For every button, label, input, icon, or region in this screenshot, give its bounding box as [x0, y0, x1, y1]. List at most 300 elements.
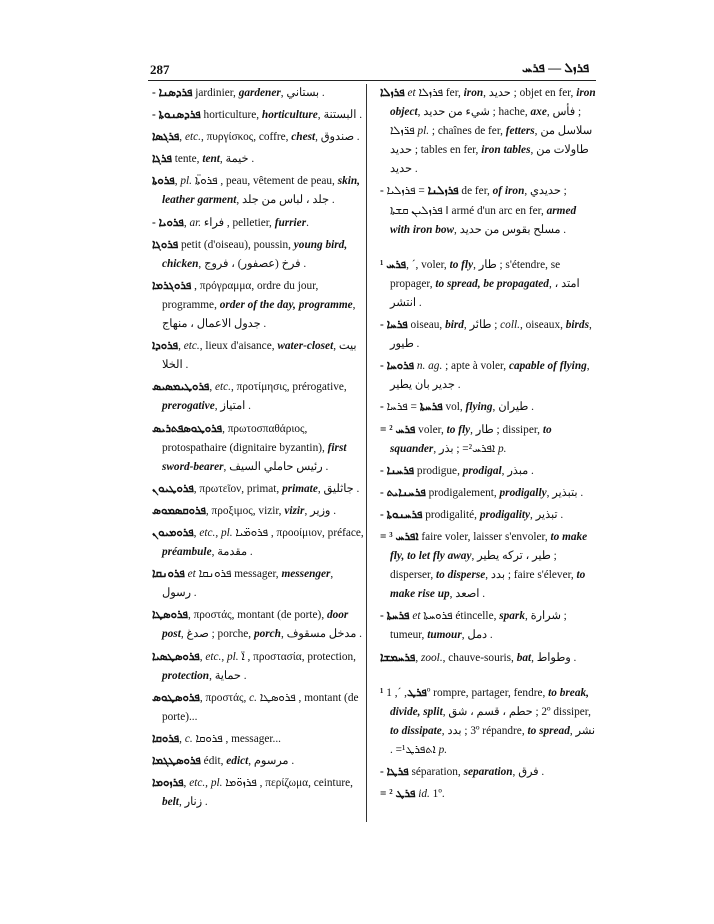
english-gloss: to fly [446, 423, 471, 436]
entry-text: . [245, 400, 251, 413]
headword: ܦܪܘܡܝܘܢ [152, 526, 194, 539]
entry-text: séparation, [408, 766, 464, 778]
entry-text: , [531, 651, 537, 664]
arabic-gloss: طيور [390, 338, 414, 351]
entry-text: , [219, 153, 226, 166]
entry-text: , [530, 144, 537, 157]
abbreviation: id. [418, 788, 430, 801]
arabic-gloss: شيء من حديد [423, 106, 490, 119]
headword: = ² ܦܪܚ [380, 423, 416, 436]
arabic-gloss: بتبذير [552, 486, 578, 499]
entry-text: , [183, 777, 190, 790]
entry-text: ܦܪܙܘ̈ܡܐ , περίζωμα, ceinture, [222, 777, 353, 790]
entry-text: ; 3º répandre, [461, 724, 528, 737]
abbreviation: ar. [189, 216, 202, 229]
entry-text: , [483, 87, 489, 99]
arabic-gloss: بستاني [286, 87, 320, 99]
entry-text: , [546, 486, 553, 499]
english-gloss: messenger [281, 568, 331, 581]
abbreviation: et [407, 87, 416, 99]
entry-text: ; hache, [489, 106, 531, 119]
entry-text: , [546, 106, 553, 119]
dictionary-entry [152, 337, 364, 375]
entry-text: ܦܪܘܚܬܐ étincelle, [420, 610, 500, 623]
english-gloss: door post [162, 609, 349, 641]
arabic-gloss: مبذر [507, 464, 529, 477]
entry-text: , [315, 131, 321, 144]
entry-text: ܦܪܘܢܩܐ messager, [195, 568, 282, 581]
english-gloss: to make fly, to let fly away [390, 530, 588, 563]
dictionary-entry [152, 84, 364, 103]
dictionary-entry [380, 649, 596, 668]
headword: - ܦܪܚܐ [380, 319, 408, 332]
arabic-gloss: مسلح بقوس من حديد [459, 223, 561, 236]
abbreviation: etc. [183, 340, 200, 353]
english-gloss: protection [162, 669, 210, 682]
entry-text: . [538, 766, 545, 778]
abbreviation: pl. [417, 125, 430, 138]
headword: - ܦܪܚܢܘܬܐ [380, 508, 423, 521]
dictionary-entry [380, 462, 596, 481]
entry-text: . [182, 359, 189, 372]
entry-text: prodigue, [414, 464, 463, 477]
dictionary-entry [380, 182, 596, 239]
entry-text: ; [491, 319, 501, 332]
dictionary-entry [152, 420, 364, 477]
entry-text: , [317, 482, 324, 495]
english-gloss: furrier [274, 216, 307, 229]
entry-text: ; chaînes de fer, [429, 125, 506, 138]
english-gloss: prodigality [479, 508, 531, 521]
english-gloss: separation [463, 766, 513, 778]
english-gloss: bat [516, 651, 532, 664]
entry-text: tente, [171, 153, 203, 166]
arabic-gloss: جلد ، لباس من جلد [242, 194, 330, 207]
dictionary-entry [152, 752, 364, 771]
arabic-gloss: امتد ، انتشر [390, 277, 580, 309]
entry-text: . [202, 796, 208, 809]
entry-text: , [501, 464, 508, 477]
arabic-gloss: جدير بان يطير [390, 379, 455, 392]
headword: - ܦܪܚܢܐ [380, 464, 415, 477]
dictionary-entry [380, 684, 596, 760]
abbreviation: etc., pl. [189, 777, 223, 790]
entry-text: ; objet en fer, [510, 87, 577, 99]
abbreviation: zool. [420, 651, 443, 664]
entry-text: , [548, 277, 555, 290]
english-gloss: edict [226, 755, 249, 767]
entry-text: , [333, 340, 339, 353]
entry-text: . [300, 257, 307, 270]
entry-text: . [454, 379, 461, 392]
arabic-gloss: حديد [488, 87, 511, 99]
right-column [380, 84, 596, 807]
entry-text: , προστάς, [199, 691, 250, 704]
entry-text: horticulture, [200, 109, 262, 122]
dictionary-entry [152, 524, 364, 562]
entry-text: . [412, 163, 418, 176]
english-gloss: capable of flying [508, 360, 587, 373]
english-gloss: first sword-bearer [162, 441, 347, 473]
entry-text: , [524, 185, 531, 198]
headword: ܦܪܘܬܐ [152, 175, 175, 188]
arabic-gloss: طائر [469, 319, 492, 332]
entry-text: , [473, 258, 479, 271]
headword: - ܦܪܘܚܐ [380, 360, 415, 373]
english-gloss: skin, leather garment [162, 175, 360, 207]
abbreviation: c. [249, 691, 257, 704]
entry-text: , [330, 568, 334, 581]
entry-text: , [193, 526, 200, 539]
headword: ¹ ܦܪܛ [380, 686, 427, 699]
page-number: 287 [150, 62, 170, 77]
english-gloss: of iron [492, 185, 525, 198]
entry-text: ܦܪܘܩܐ , messager... [192, 732, 281, 745]
entry-text: . [479, 588, 486, 601]
dictionary-entry [152, 774, 364, 812]
dictionary-entry [152, 128, 364, 147]
arabic-gloss: فأس [552, 106, 576, 119]
headword: ܦܪܓܐ [152, 153, 172, 166]
dictionary-entry [152, 236, 364, 274]
entry-text: ܦܪܘܣܛܐ , montant (de porte)... [162, 691, 359, 723]
entry-text: , [449, 588, 456, 601]
entry-text: , προξιμος, vizir, [205, 504, 285, 517]
entry-text: , [236, 194, 243, 207]
headword: ¹ ܦܪܚ [380, 258, 407, 271]
entry-text: , [492, 401, 499, 414]
english-gloss: to spread [527, 724, 570, 737]
entry-text: ; porche, [208, 628, 254, 641]
headword: ܦܪܙܠܐ [380, 87, 405, 99]
entry-text: . [560, 223, 567, 236]
headword: ܦܪܓܣܐ [152, 131, 180, 144]
entry-text: ܦܪܘܡ̈ܝܐ , προοίμιον, préface, [232, 526, 364, 539]
headword: ܦܪܘܛܝܘܢ [152, 482, 194, 495]
english-gloss: iron tables [481, 144, 531, 157]
arabic-gloss: حماية [214, 669, 241, 682]
english-gloss: bird [445, 319, 464, 332]
abbreviation: etc. [184, 131, 201, 144]
entry-text: , [209, 669, 215, 682]
entry-text: , [454, 223, 460, 236]
english-gloss: armed with iron bow [390, 204, 577, 236]
entry-text: , [178, 796, 185, 809]
arabic-gloss: حديدي [530, 185, 561, 198]
arabic-gloss: تبذير [535, 508, 558, 521]
entry-text: = ܦܪܙܠܝܐ de fer, [386, 185, 493, 198]
arabic-gloss: مدخل مسقوف [286, 628, 357, 641]
headword: ܦܪܚܡܫܐ [380, 651, 416, 664]
arabic-gloss: زنار [184, 796, 203, 809]
entry-text: . =¹ܐܬܦܪܛ [390, 743, 439, 756]
entry-text: ܦܪܘܬ̈ܐ , peau, vêtement de peau, [192, 175, 338, 188]
dictionary-entry [152, 565, 364, 603]
abbreviation: c. [184, 732, 193, 745]
entry-text: ; =²ܐܦܪܚ [453, 442, 498, 455]
entry-text: ; 2º dissiper, [532, 705, 591, 718]
dictionary-entry [380, 763, 596, 782]
arabic-gloss: فرق [518, 766, 539, 778]
headword: = ³ ܐܦܪܚ [380, 530, 419, 543]
entry-text: . [247, 546, 253, 559]
dictionary-entry [380, 421, 596, 459]
arabic-gloss: مرسوم [253, 755, 289, 767]
english-gloss: prerogative [162, 400, 215, 413]
dictionary-entry [380, 607, 596, 645]
dictionary-entry [380, 256, 596, 313]
english-gloss: water-closet [277, 340, 334, 353]
arabic-gloss: فراء [203, 216, 225, 229]
english-gloss: to squander [390, 423, 552, 455]
entry-text: , [471, 550, 478, 563]
english-gloss: to spread, be propagated [435, 277, 549, 290]
entry-text: , [470, 423, 476, 436]
dictionary-entry [380, 484, 596, 503]
english-gloss: gardener [238, 87, 281, 99]
arabic-gloss: بذر [438, 442, 454, 455]
english-gloss: young bird, chicken [162, 238, 348, 270]
entry-text: ; dissiper, [493, 423, 543, 436]
entry-text: . [240, 669, 247, 682]
entry-text: , [588, 319, 592, 332]
abbreviation: coll. [500, 319, 520, 332]
entry-text: , [199, 650, 206, 663]
headword: ܦܪܘܣܛܘܣ [152, 691, 200, 704]
entry-text: ; ܦܪܙܠܝܢ ܩܫܬܐ ‖ armé d'un arc en fer, [390, 185, 567, 217]
entry-text: , [317, 109, 324, 122]
abbreviation: etc. [215, 381, 231, 394]
entry-text: , oiseaux, [519, 319, 566, 332]
dictionary-entry [380, 84, 596, 179]
dictionary-entry [152, 172, 364, 210]
entry-text: , πρωτεῖον, primat, [193, 482, 283, 495]
english-gloss: to dissipate [390, 724, 442, 737]
entry-text: . [319, 87, 325, 99]
headword: ܦܪܘܩܣܡܘܣ [152, 504, 206, 517]
arabic-gloss: خيمة [225, 153, 249, 166]
entry-text: , [248, 755, 254, 767]
entry-text: . [487, 629, 493, 642]
entry-text: , [304, 504, 311, 517]
entry-text: , [569, 724, 576, 737]
entry-text: , ´, voler, [406, 258, 450, 271]
entry-text: ; faire s'élever, [505, 569, 577, 582]
entry-text: , [512, 766, 519, 778]
entry-text: ; ܦܪ̈ܙܠܐ [390, 106, 582, 138]
arabic-gloss: دمل [467, 629, 488, 642]
entry-text: ܐ̈ , προστασία, protection, [238, 650, 356, 663]
entry-text: . [416, 296, 422, 309]
entry-text: , [280, 628, 287, 641]
arabic-gloss: فرخ (عصفور) ، فروج [204, 257, 301, 270]
abbreviation: etc., pl. [205, 650, 239, 663]
entry-text: . [322, 460, 329, 473]
entry-text: . [248, 153, 255, 166]
entry-text: oiseau, [407, 319, 446, 332]
entry-text: , [179, 732, 185, 745]
entry-text: . [353, 482, 360, 495]
entry-text: , [524, 610, 531, 623]
dictionary-entry [152, 730, 364, 749]
headword: - ܦܪܘܝܐ [152, 216, 184, 229]
dictionary-entry [380, 316, 596, 354]
headword: ܦܪܘܕܐ [152, 340, 179, 353]
entry-text: . [577, 486, 584, 499]
english-gloss: to break, divide, split [390, 686, 589, 718]
abbreviation: pl. [180, 175, 192, 188]
headword: ܦܪܘܩܐ [152, 732, 180, 745]
dictionary-entry [380, 398, 596, 417]
entry-text: , ´, 1º rompre, partager, fendre, [386, 686, 549, 699]
entry-text: ܦܪܙܠܐ fer, [415, 87, 464, 99]
entry-text: , chauve-souris, [442, 651, 517, 664]
headword: ܦܪܘܣܛܓܡܐ [152, 755, 201, 767]
english-gloss: vizir [284, 504, 305, 517]
entry-text: ; apte à voler, [442, 360, 509, 373]
entry-text: . [356, 109, 363, 122]
arabic-gloss: رسول [162, 587, 191, 600]
arabic-gloss: بدد [490, 569, 506, 582]
headword: = ² ܦܪܛ [380, 788, 416, 801]
entry-text: 1º. [429, 788, 445, 801]
arabic-gloss: البستنة [323, 109, 357, 122]
entry-text: . [306, 216, 309, 229]
headword: ܦܪܘܢܩܐ [152, 568, 185, 581]
entry-text: , προστάς, montant (de porte), [187, 609, 327, 622]
arabic-gloss: طاولات من حديد [390, 144, 589, 176]
headword: - ܦܪܚܬܐ [380, 401, 443, 414]
headword: - ܦܪܛܐ [380, 766, 409, 778]
arabic-gloss: طيران [498, 401, 529, 414]
entry-text: . [288, 755, 295, 767]
dictionary-entry [152, 277, 364, 334]
abbreviation: p. [497, 442, 507, 455]
arabic-gloss: طار [475, 423, 494, 436]
dictionary-entry [152, 502, 364, 521]
entry-text: , [178, 340, 184, 353]
arabic-gloss: وطواط [536, 651, 571, 664]
entry-text: . [190, 587, 197, 600]
headword: - ܦܪܙܠܢܐ [380, 185, 459, 198]
entry-text: , [534, 125, 541, 138]
arabic-gloss: مقدمة [217, 546, 248, 559]
english-gloss: primate [282, 482, 318, 495]
english-gloss: order of the day, programme [219, 298, 353, 311]
entry-text: , [352, 298, 356, 311]
entry-text: , πυργίσκος, coffre, [200, 131, 292, 144]
entry-text: , [433, 442, 439, 455]
dictionary-entry [152, 378, 364, 416]
english-gloss: prodigally [499, 486, 547, 499]
entry-text: , [442, 705, 449, 718]
entry-text: = ܦܪܚܐ vol, [386, 401, 466, 414]
entry-text: , [280, 87, 287, 99]
entry-text: , [214, 400, 221, 413]
entry-text: , [461, 629, 468, 642]
entry-text: , [209, 381, 215, 394]
entry-text: . [528, 401, 534, 414]
entry-text: ; disperser, [390, 550, 557, 582]
entry-text: prodigalement, [425, 486, 500, 499]
english-gloss: iron [463, 87, 484, 99]
arabic-gloss: حطم ، قسم ، شق [448, 705, 533, 718]
abbreviation: et [187, 568, 196, 581]
dictionary-entry [152, 150, 364, 169]
dictionary-entry [380, 357, 596, 395]
entry-text: ; tumeur, [390, 610, 567, 642]
headword: - ܦܪܚܬܐ [380, 610, 410, 623]
headword: ܦܪܙܘܡܐ [152, 777, 184, 790]
arabic-gloss: صدغ [186, 628, 209, 641]
english-gloss: belt [162, 796, 179, 809]
english-gloss: to disperse [435, 569, 486, 582]
entry-text: , [198, 257, 205, 270]
entry-text: . [528, 464, 534, 477]
entry-text: , pelletier, [224, 216, 275, 229]
arabic-gloss: وزير [310, 504, 331, 517]
arabic-gloss: شرارة [530, 610, 561, 623]
entry-text: , [485, 569, 491, 582]
headword: ܦܪܘܣܛܣܝܐ [152, 650, 200, 663]
left-column [152, 84, 364, 815]
abbreviation: p. [438, 743, 448, 756]
entry-text: . [353, 131, 360, 144]
entry-text: . [570, 651, 577, 664]
arabic-gloss: جاثليق [323, 482, 354, 495]
headword: ܦܪܘܛܝܡܣܝܣ [152, 381, 210, 394]
headword: ܦܪܘܓܐ [152, 238, 179, 251]
entry-text: , [223, 460, 230, 473]
arabic-gloss: بدد [447, 724, 462, 737]
headword: - ܦܪܕܣܢܐ [152, 87, 193, 99]
entry-text: , [179, 131, 185, 144]
dictionary-entry [152, 606, 364, 644]
english-gloss: flying [465, 401, 493, 414]
arabic-gloss: امتياز [220, 400, 246, 413]
entry-text: , πρωτοσπαθάριος, protospathaire (dignitaire byzantin), [162, 422, 328, 454]
english-gloss: to make rise up [390, 569, 586, 601]
entry-text: , [586, 360, 590, 373]
english-gloss: to fly [449, 258, 474, 271]
dictionary-entry [152, 106, 364, 125]
arabic-gloss: جدول الاعمال ، منهاج [162, 318, 261, 331]
entry-text: . [260, 318, 267, 331]
headword: - ܦܪܚܢܐܝܬ [380, 486, 426, 499]
entry-text: , [441, 724, 448, 737]
entry-text: ; s'étendre, se propager, [390, 258, 561, 290]
entry-text: , [174, 175, 181, 188]
entry-text: , [530, 508, 536, 521]
entry-text: faire voler, laisser s'envoler, [418, 530, 551, 543]
english-gloss: iron object [390, 87, 596, 119]
headword: ܦܪܘܣܛܐ [152, 609, 188, 622]
entry-text: , [211, 546, 218, 559]
entry-text: . [329, 194, 335, 207]
entry-text: , lieux d'aisance, [199, 340, 278, 353]
english-gloss: axe [530, 106, 547, 119]
arabic-gloss: طير ، تركه يطير [477, 550, 551, 563]
abbreviation: etc., pl. [199, 526, 233, 539]
entry-text: , [183, 216, 190, 229]
english-gloss: préambule [162, 546, 212, 559]
english-gloss: chest [291, 131, 316, 144]
entry-text: . [557, 508, 564, 521]
abbreviation: et [412, 610, 421, 623]
column-divider [366, 84, 367, 822]
headword: ܦܪܘܓܪܡܐ [152, 279, 192, 292]
headword: - ܦܪܕܣܢܘܬܐ [152, 109, 201, 122]
